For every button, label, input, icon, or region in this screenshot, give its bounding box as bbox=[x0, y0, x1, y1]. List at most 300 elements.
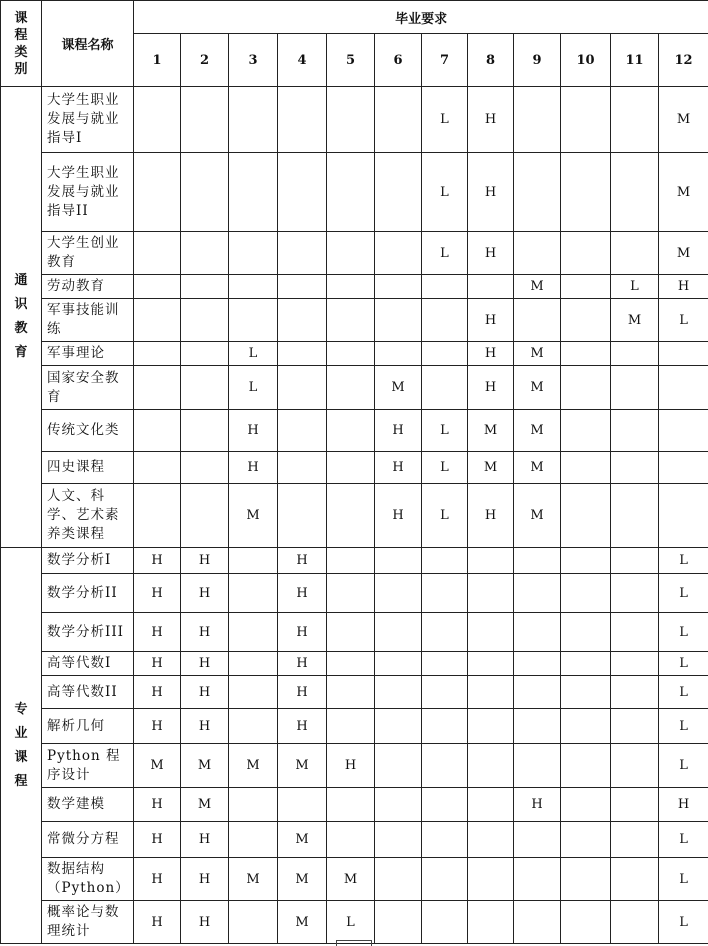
support-level-cell bbox=[514, 744, 561, 788]
support-level-cell bbox=[611, 232, 659, 275]
support-level-cell bbox=[611, 342, 659, 366]
support-level-cell: L bbox=[229, 366, 278, 410]
support-level-cell bbox=[561, 858, 611, 901]
support-level-cell: H bbox=[659, 788, 708, 822]
support-level-cell bbox=[611, 744, 659, 788]
support-level-cell: H bbox=[181, 548, 229, 574]
requirement-number-10: 10 bbox=[561, 34, 611, 87]
support-level-cell bbox=[514, 153, 561, 232]
support-level-cell bbox=[561, 452, 611, 484]
support-level-cell: H bbox=[514, 788, 561, 822]
support-level-cell bbox=[561, 676, 611, 709]
support-level-cell: L bbox=[422, 232, 468, 275]
support-level-cell bbox=[422, 788, 468, 822]
support-level-cell bbox=[561, 613, 611, 652]
course-name-cell: 四史课程 bbox=[42, 452, 134, 484]
course-name-cell: 传统文化类 bbox=[42, 410, 134, 452]
support-level-cell bbox=[561, 901, 611, 944]
support-level-cell bbox=[278, 153, 327, 232]
table-row bbox=[1, 574, 708, 613]
course-name-cell: 数学分析III bbox=[42, 613, 134, 652]
support-level-cell bbox=[375, 299, 422, 342]
support-level-cell bbox=[134, 232, 181, 275]
support-level-cell bbox=[611, 652, 659, 676]
support-level-cell bbox=[611, 87, 659, 153]
support-level-cell bbox=[422, 901, 468, 944]
support-level-cell bbox=[327, 232, 375, 275]
course-name-cell: 军事理论 bbox=[42, 342, 134, 366]
table-row bbox=[1, 366, 708, 410]
support-level-cell: H bbox=[181, 709, 229, 744]
support-level-cell bbox=[468, 652, 514, 676]
support-level-cell: H bbox=[468, 366, 514, 410]
support-level-cell bbox=[278, 410, 327, 452]
support-level-cell bbox=[327, 548, 375, 574]
course-name-cell: 大学生职业发展与就业指导I bbox=[42, 87, 134, 153]
support-level-cell: H bbox=[278, 574, 327, 613]
support-level-cell bbox=[327, 275, 375, 299]
support-level-cell: L bbox=[659, 613, 708, 652]
support-level-cell bbox=[611, 901, 659, 944]
course-name-cell: 高等代数II bbox=[42, 676, 134, 709]
support-level-cell: L bbox=[422, 484, 468, 548]
course-name-cell: 概率论与数理统计 bbox=[42, 901, 134, 944]
course-name-header: 课程名称 bbox=[42, 1, 134, 87]
support-level-cell: M bbox=[229, 744, 278, 788]
category-cell bbox=[1, 548, 42, 944]
support-level-cell bbox=[514, 548, 561, 574]
support-level-cell bbox=[422, 574, 468, 613]
support-level-cell: M bbox=[278, 744, 327, 788]
support-level-cell bbox=[514, 613, 561, 652]
support-level-cell: M bbox=[327, 858, 375, 901]
support-level-cell bbox=[611, 452, 659, 484]
support-level-cell bbox=[229, 676, 278, 709]
support-level-cell bbox=[278, 232, 327, 275]
table-row bbox=[1, 901, 708, 944]
support-level-cell bbox=[611, 574, 659, 613]
course-name-cell: 数据结构（Python） bbox=[42, 858, 134, 901]
support-level-cell: H bbox=[181, 901, 229, 944]
course-name-cell: 大学生职业发展与就业指导II bbox=[42, 153, 134, 232]
support-level-cell: L bbox=[659, 299, 708, 342]
support-level-cell bbox=[561, 788, 611, 822]
support-level-cell: M bbox=[278, 858, 327, 901]
table-row bbox=[1, 484, 708, 548]
support-level-cell bbox=[611, 366, 659, 410]
support-level-cell: L bbox=[422, 452, 468, 484]
support-level-cell bbox=[327, 87, 375, 153]
support-level-cell bbox=[134, 484, 181, 548]
support-level-cell bbox=[181, 275, 229, 299]
support-level-cell bbox=[659, 452, 708, 484]
course-name-cell: 高等代数I bbox=[42, 652, 134, 676]
support-level-cell: H bbox=[134, 574, 181, 613]
support-level-cell: M bbox=[659, 232, 708, 275]
support-level-cell bbox=[514, 676, 561, 709]
support-level-cell bbox=[278, 275, 327, 299]
support-level-cell bbox=[561, 484, 611, 548]
support-level-cell: L bbox=[659, 709, 708, 744]
support-level-cell: H bbox=[278, 676, 327, 709]
support-level-cell bbox=[561, 153, 611, 232]
support-level-cell bbox=[611, 709, 659, 744]
support-level-cell: H bbox=[134, 676, 181, 709]
support-level-cell bbox=[229, 232, 278, 275]
support-level-cell bbox=[611, 676, 659, 709]
support-level-cell: H bbox=[181, 652, 229, 676]
table-row bbox=[1, 87, 708, 153]
support-level-cell: M bbox=[468, 410, 514, 452]
requirement-number-1: 1 bbox=[134, 34, 181, 87]
support-level-cell bbox=[327, 652, 375, 676]
table-row bbox=[1, 548, 708, 574]
table-row bbox=[1, 153, 708, 232]
support-level-cell bbox=[561, 574, 611, 613]
support-level-cell: M bbox=[659, 153, 708, 232]
support-level-cell bbox=[278, 452, 327, 484]
support-level-cell: M bbox=[278, 822, 327, 858]
table-row bbox=[1, 232, 708, 275]
support-level-cell bbox=[327, 410, 375, 452]
support-level-cell bbox=[375, 87, 422, 153]
support-level-cell bbox=[514, 232, 561, 275]
support-level-cell bbox=[561, 87, 611, 153]
support-level-cell bbox=[375, 652, 422, 676]
support-level-cell: H bbox=[134, 822, 181, 858]
support-level-cell bbox=[468, 676, 514, 709]
category-label: 通识教育 bbox=[14, 273, 28, 360]
support-level-cell bbox=[327, 613, 375, 652]
support-level-cell bbox=[134, 153, 181, 232]
table-row bbox=[1, 613, 708, 652]
support-level-cell: M bbox=[514, 275, 561, 299]
support-level-cell bbox=[181, 232, 229, 275]
requirement-number-5: 5 bbox=[327, 34, 375, 87]
support-level-cell bbox=[229, 299, 278, 342]
table-row bbox=[1, 676, 708, 709]
support-level-cell: M bbox=[659, 87, 708, 153]
support-level-cell: H bbox=[181, 676, 229, 709]
support-level-cell: L bbox=[229, 342, 278, 366]
requirement-number-7: 7 bbox=[422, 34, 468, 87]
support-level-cell bbox=[659, 366, 708, 410]
support-level-cell bbox=[181, 452, 229, 484]
support-level-cell: L bbox=[422, 410, 468, 452]
support-level-cell bbox=[134, 275, 181, 299]
support-level-cell bbox=[561, 548, 611, 574]
support-level-cell: H bbox=[375, 410, 422, 452]
support-level-cell: H bbox=[468, 484, 514, 548]
support-level-cell bbox=[375, 901, 422, 944]
support-level-cell bbox=[278, 366, 327, 410]
support-level-cell bbox=[514, 87, 561, 153]
support-level-cell bbox=[327, 822, 375, 858]
support-level-cell: L bbox=[327, 901, 375, 944]
support-level-cell bbox=[229, 709, 278, 744]
support-level-cell: H bbox=[181, 613, 229, 652]
support-level-cell: H bbox=[134, 901, 181, 944]
support-level-cell bbox=[468, 275, 514, 299]
table-row bbox=[1, 858, 708, 901]
support-level-cell bbox=[229, 788, 278, 822]
support-level-cell bbox=[422, 822, 468, 858]
support-level-cell bbox=[468, 858, 514, 901]
support-level-cell bbox=[181, 410, 229, 452]
support-level-cell bbox=[134, 452, 181, 484]
support-level-cell: L bbox=[422, 87, 468, 153]
support-level-cell: M bbox=[514, 366, 561, 410]
support-level-cell: H bbox=[134, 613, 181, 652]
support-level-cell bbox=[134, 342, 181, 366]
support-level-cell: H bbox=[468, 232, 514, 275]
support-level-cell bbox=[659, 484, 708, 548]
requirement-number-8: 8 bbox=[468, 34, 514, 87]
support-level-cell bbox=[422, 548, 468, 574]
support-level-cell bbox=[422, 652, 468, 676]
table-row bbox=[1, 822, 708, 858]
course-name-cell: Python 程序设计 bbox=[42, 744, 134, 788]
support-level-cell bbox=[327, 484, 375, 548]
course-name-cell: 解析几何 bbox=[42, 709, 134, 744]
support-level-cell bbox=[561, 709, 611, 744]
support-level-cell: L bbox=[611, 275, 659, 299]
support-level-cell bbox=[181, 87, 229, 153]
course-name-cell: 数学建模 bbox=[42, 788, 134, 822]
support-level-cell: M bbox=[229, 858, 278, 901]
support-level-cell bbox=[229, 153, 278, 232]
support-level-cell: H bbox=[468, 299, 514, 342]
support-level-cell bbox=[422, 366, 468, 410]
support-level-cell bbox=[375, 858, 422, 901]
requirement-number-11: 11 bbox=[611, 34, 659, 87]
support-level-cell bbox=[422, 858, 468, 901]
support-level-cell: H bbox=[327, 744, 375, 788]
support-level-cell bbox=[229, 901, 278, 944]
support-level-cell bbox=[514, 822, 561, 858]
support-level-cell bbox=[229, 275, 278, 299]
support-level-cell bbox=[611, 484, 659, 548]
requirement-number-6: 6 bbox=[375, 34, 422, 87]
support-level-cell: M bbox=[611, 299, 659, 342]
support-level-cell bbox=[181, 153, 229, 232]
support-level-cell: L bbox=[659, 858, 708, 901]
category-cell bbox=[1, 87, 42, 548]
course-name-cell: 国家安全教育 bbox=[42, 366, 134, 410]
support-level-cell: M bbox=[134, 744, 181, 788]
support-level-cell bbox=[611, 410, 659, 452]
support-level-cell bbox=[229, 548, 278, 574]
page-number-tab bbox=[336, 940, 372, 946]
support-level-cell bbox=[375, 788, 422, 822]
support-level-cell: H bbox=[278, 548, 327, 574]
support-level-cell bbox=[514, 652, 561, 676]
support-level-cell: H bbox=[181, 858, 229, 901]
support-level-cell bbox=[422, 613, 468, 652]
support-level-cell bbox=[611, 788, 659, 822]
support-level-cell bbox=[561, 275, 611, 299]
table-row bbox=[1, 342, 708, 366]
support-level-cell bbox=[229, 87, 278, 153]
support-level-cell bbox=[468, 709, 514, 744]
support-level-cell bbox=[561, 822, 611, 858]
table-row bbox=[1, 299, 708, 342]
support-level-cell bbox=[327, 709, 375, 744]
course-name-cell: 数学分析I bbox=[42, 548, 134, 574]
support-level-cell: H bbox=[181, 574, 229, 613]
support-level-cell bbox=[134, 299, 181, 342]
support-level-cell: L bbox=[659, 676, 708, 709]
support-level-cell: H bbox=[278, 613, 327, 652]
support-level-cell bbox=[659, 410, 708, 452]
support-level-cell bbox=[514, 299, 561, 342]
support-level-cell: M bbox=[468, 452, 514, 484]
support-level-cell: L bbox=[659, 652, 708, 676]
support-level-cell bbox=[327, 299, 375, 342]
support-level-cell bbox=[327, 452, 375, 484]
support-level-cell bbox=[611, 822, 659, 858]
requirements-header: 毕业要求 bbox=[134, 1, 708, 34]
support-level-cell bbox=[422, 299, 468, 342]
support-level-cell: H bbox=[134, 548, 181, 574]
requirement-number-2: 2 bbox=[181, 34, 229, 87]
support-level-cell bbox=[422, 676, 468, 709]
support-level-cell bbox=[468, 613, 514, 652]
support-level-cell bbox=[229, 613, 278, 652]
support-level-cell bbox=[375, 613, 422, 652]
support-level-cell bbox=[514, 858, 561, 901]
requirement-number-4: 4 bbox=[278, 34, 327, 87]
support-level-cell bbox=[561, 366, 611, 410]
course-name-cell: 人文、科学、艺术素养类课程 bbox=[42, 484, 134, 548]
support-level-cell bbox=[561, 232, 611, 275]
support-level-cell: L bbox=[659, 574, 708, 613]
support-level-cell: M bbox=[229, 484, 278, 548]
support-level-cell bbox=[659, 342, 708, 366]
support-level-cell: L bbox=[659, 901, 708, 944]
support-level-cell bbox=[229, 652, 278, 676]
support-level-cell bbox=[181, 299, 229, 342]
support-level-cell bbox=[514, 709, 561, 744]
support-level-cell bbox=[611, 153, 659, 232]
table-row bbox=[1, 275, 708, 299]
support-level-cell bbox=[561, 652, 611, 676]
course-name-cell: 大学生创业教育 bbox=[42, 232, 134, 275]
table-row bbox=[1, 709, 708, 744]
requirement-number-12: 12 bbox=[659, 34, 708, 87]
support-level-cell bbox=[514, 901, 561, 944]
support-level-cell: H bbox=[278, 652, 327, 676]
support-level-cell bbox=[422, 342, 468, 366]
support-level-cell: M bbox=[181, 744, 229, 788]
support-level-cell bbox=[134, 87, 181, 153]
support-level-cell bbox=[375, 153, 422, 232]
support-level-cell bbox=[375, 574, 422, 613]
support-level-cell: L bbox=[659, 744, 708, 788]
support-level-cell bbox=[468, 548, 514, 574]
support-level-cell bbox=[327, 788, 375, 822]
support-level-cell bbox=[229, 574, 278, 613]
requirement-number-3: 3 bbox=[229, 34, 278, 87]
support-level-cell bbox=[468, 744, 514, 788]
support-level-cell bbox=[561, 410, 611, 452]
support-level-cell: H bbox=[278, 709, 327, 744]
support-level-cell bbox=[327, 342, 375, 366]
course-name-cell: 数学分析II bbox=[42, 574, 134, 613]
table-row bbox=[1, 410, 708, 452]
support-level-cell bbox=[561, 342, 611, 366]
support-level-cell: L bbox=[422, 153, 468, 232]
category-header: 课程类别 bbox=[1, 1, 42, 87]
support-level-cell bbox=[375, 676, 422, 709]
support-level-cell: H bbox=[375, 484, 422, 548]
support-level-cell: L bbox=[659, 822, 708, 858]
table-row bbox=[1, 744, 708, 788]
support-level-cell: M bbox=[375, 366, 422, 410]
support-level-cell bbox=[327, 574, 375, 613]
course-name-cell: 劳动教育 bbox=[42, 275, 134, 299]
support-level-cell bbox=[468, 822, 514, 858]
support-level-cell: H bbox=[134, 652, 181, 676]
support-level-cell bbox=[278, 87, 327, 153]
support-level-cell: M bbox=[181, 788, 229, 822]
support-level-cell: M bbox=[514, 452, 561, 484]
support-level-cell bbox=[514, 574, 561, 613]
course-name-cell: 军事技能训练 bbox=[42, 299, 134, 342]
support-level-cell bbox=[375, 709, 422, 744]
support-level-cell: H bbox=[659, 275, 708, 299]
table-row bbox=[1, 452, 708, 484]
support-level-cell bbox=[375, 275, 422, 299]
support-level-cell bbox=[278, 299, 327, 342]
support-level-cell bbox=[422, 744, 468, 788]
support-level-cell: M bbox=[514, 342, 561, 366]
support-level-cell bbox=[181, 484, 229, 548]
support-level-cell bbox=[278, 484, 327, 548]
table-row bbox=[1, 652, 708, 676]
course-name-cell: 常微分方程 bbox=[42, 822, 134, 858]
support-level-cell bbox=[468, 788, 514, 822]
support-level-cell bbox=[468, 574, 514, 613]
requirement-number-9: 9 bbox=[514, 34, 561, 87]
support-level-cell bbox=[327, 153, 375, 232]
support-level-cell: H bbox=[134, 709, 181, 744]
support-level-cell: M bbox=[278, 901, 327, 944]
support-level-cell bbox=[561, 299, 611, 342]
support-level-cell: H bbox=[229, 410, 278, 452]
category-label: 专业课程 bbox=[14, 701, 28, 789]
support-level-cell bbox=[422, 275, 468, 299]
support-level-cell bbox=[611, 858, 659, 901]
support-level-cell: H bbox=[468, 342, 514, 366]
support-level-cell bbox=[422, 709, 468, 744]
support-level-cell bbox=[229, 822, 278, 858]
support-level-cell: H bbox=[468, 153, 514, 232]
support-level-cell bbox=[611, 548, 659, 574]
support-level-cell bbox=[611, 613, 659, 652]
support-level-cell: M bbox=[514, 484, 561, 548]
support-level-cell bbox=[561, 744, 611, 788]
support-level-cell bbox=[375, 342, 422, 366]
table-row bbox=[1, 788, 708, 822]
header-row-top bbox=[1, 1, 708, 34]
support-level-cell bbox=[181, 366, 229, 410]
support-level-cell bbox=[375, 232, 422, 275]
support-level-cell bbox=[375, 822, 422, 858]
support-level-cell: H bbox=[134, 788, 181, 822]
support-level-cell bbox=[181, 342, 229, 366]
support-level-cell bbox=[468, 901, 514, 944]
